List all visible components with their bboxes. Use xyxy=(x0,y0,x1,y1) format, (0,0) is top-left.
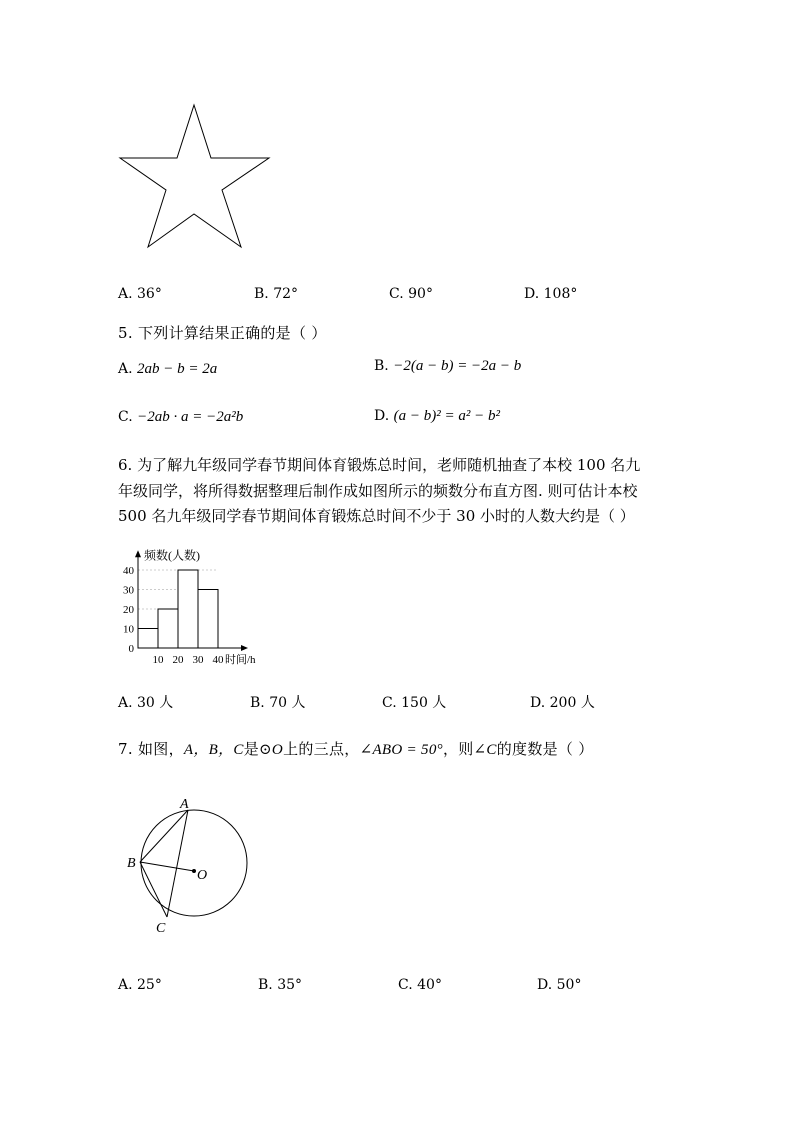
q7-stem xyxy=(118,738,594,759)
q6-stem-line-3: 500 名九年级同学春节期间体育锻炼总时间不少于 30 小时的人数大约是（ ） xyxy=(118,507,635,525)
q7-angle-c: ∠C xyxy=(473,742,497,758)
q4-option-d xyxy=(524,286,577,302)
circle-o xyxy=(141,810,247,916)
chord-bc xyxy=(140,862,167,917)
y-tick-label: 30 xyxy=(123,584,134,597)
label-c: C xyxy=(156,921,166,936)
q4-option-b xyxy=(254,286,298,302)
option-letter: B. xyxy=(258,977,273,993)
option-letter: D. xyxy=(524,286,540,302)
option-value: 25° xyxy=(137,977,162,993)
q6-option-d xyxy=(530,692,595,712)
q7-mid3: ，则 xyxy=(442,740,474,758)
option-value: 200 人 xyxy=(549,695,595,711)
q5-option-d xyxy=(374,408,500,425)
option-value: 150 人 xyxy=(401,695,447,711)
q4-option-a xyxy=(118,286,162,302)
option-letter: C. xyxy=(118,409,133,425)
q7-option-b xyxy=(258,977,302,993)
bar xyxy=(158,609,178,648)
x-tick-label: 10 xyxy=(152,654,164,666)
option-expr: −2ab · a = −2a²b xyxy=(137,409,244,425)
q7-mid1: 是 xyxy=(243,740,260,758)
q7-mid2: 上的三点， xyxy=(283,740,360,758)
q6-stem-line-1: 6. 为了解九年级同学春节期间体育锻炼总时间，老师随机抽查了本校 100 名九 xyxy=(118,456,641,474)
option-letter: A. xyxy=(118,695,133,711)
bar xyxy=(178,570,198,648)
q7-suffix: 的度数是（ ） xyxy=(496,740,594,758)
y-tick-label: 20 xyxy=(123,604,134,616)
option-letter: C. xyxy=(389,286,404,302)
star-outline xyxy=(120,105,269,247)
option-expr: 2ab − b = 2a xyxy=(137,361,218,377)
q5-stem: 5. 下列计算结果正确的是（ ） xyxy=(118,324,327,342)
option-value: 70 人 xyxy=(269,695,306,711)
option-letter: A. xyxy=(118,286,133,302)
option-expr: −2(a − b) = −2a − b xyxy=(393,358,522,374)
q6-stem-line-2: 年级同学，将所得数据整理后制作成如图所示的频数分布直方图. 则可估计本校 xyxy=(118,482,638,500)
q6-option-a xyxy=(118,692,173,712)
q6-option-b xyxy=(250,692,305,712)
x-axis-arrow xyxy=(241,645,248,651)
q5-option-c xyxy=(118,409,243,426)
q4-option-c xyxy=(389,286,433,302)
q7-option-a xyxy=(118,977,162,993)
option-letter: B. xyxy=(374,358,389,374)
option-value: 30 人 xyxy=(137,695,174,711)
q6-option-c xyxy=(382,692,446,712)
option-value: 36° xyxy=(137,286,162,302)
y-axis-title: 频数(人数) xyxy=(144,548,200,563)
chord-ab xyxy=(140,810,188,862)
q5-option-a xyxy=(118,361,217,378)
q5-option-b xyxy=(374,358,521,375)
chord-ac xyxy=(167,810,188,917)
x-axis-title: 时间/h xyxy=(225,654,256,666)
label-a: A xyxy=(180,797,189,812)
option-letter: C. xyxy=(398,977,413,993)
q7-option-c xyxy=(398,977,442,993)
x-tick-label: 30 xyxy=(192,654,204,666)
option-letter: A. xyxy=(118,977,133,993)
q7-angle-abo: ∠ABO = 50° xyxy=(359,742,443,758)
option-value: 90° xyxy=(408,286,433,302)
option-value: 108° xyxy=(543,286,578,302)
frequency-histogram xyxy=(112,540,282,670)
y-tick-label: 10 xyxy=(123,623,134,636)
y-axis-arrow xyxy=(135,550,141,557)
option-value: 72° xyxy=(273,286,299,302)
q7-prefix: 7. 如图， xyxy=(118,740,184,758)
option-value: 50° xyxy=(556,977,582,993)
y-tick-label: 40 xyxy=(123,565,134,577)
circle-figure xyxy=(120,795,260,940)
segment-bo xyxy=(140,862,194,871)
bar xyxy=(198,590,218,649)
option-letter: C. xyxy=(382,695,397,711)
x-tick-label: 20 xyxy=(172,654,184,666)
option-expr: (a − b)² = a² − b² xyxy=(393,408,500,424)
option-letter: B. xyxy=(250,695,265,711)
option-value: 35° xyxy=(277,977,303,993)
q7-option-d xyxy=(537,977,581,993)
star-figure xyxy=(110,100,280,255)
option-letter: B. xyxy=(254,286,269,302)
option-letter: D. xyxy=(537,977,553,993)
option-letter: D. xyxy=(374,408,390,424)
option-letter: A. xyxy=(118,361,133,377)
label-b: B xyxy=(127,856,136,871)
center-dot xyxy=(192,869,196,873)
option-letter: D. xyxy=(530,695,546,711)
option-value: 40° xyxy=(417,977,442,993)
circle-o-symbol: ⊙O xyxy=(259,742,284,758)
label-o: O xyxy=(197,868,208,883)
x-tick-label: 40 xyxy=(212,654,224,666)
bar xyxy=(138,629,158,649)
y-tick-label: 0 xyxy=(128,643,134,655)
q7-points: A，B，C xyxy=(183,742,244,758)
